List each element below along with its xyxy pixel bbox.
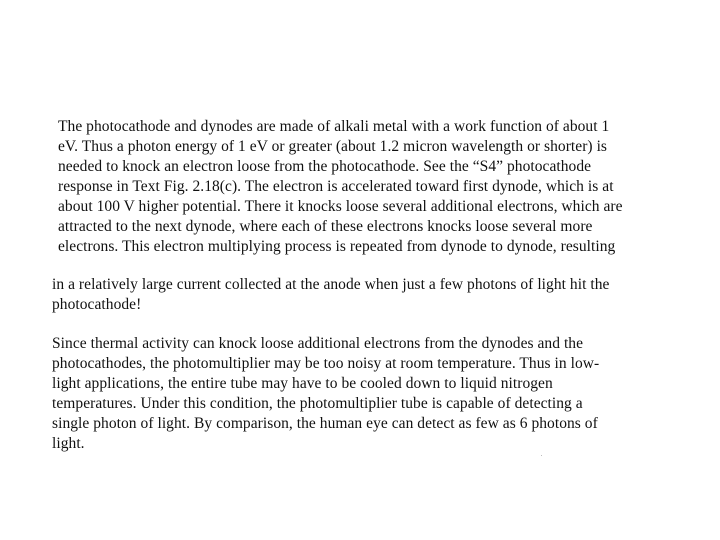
text-line: The photocathode and dynodes are made of alkali metal with a work function of about 1 [58, 118, 610, 135]
text-line: attracted to the next dynode, where each of these electrons knocks loose several more [58, 218, 593, 235]
text-line: Since thermal activity can knock loose additional electrons from the dynodes and the [52, 335, 584, 352]
text-line: light. [52, 435, 85, 452]
text-line: photocathode! [52, 296, 142, 313]
text-line: about 100 V higher potential. There it knocks loose several additional electrons, which are [58, 198, 623, 215]
text-line: light applications, the entire tube may have to be cooled down to liquid nitrogen [52, 375, 553, 392]
text-line: single photon of light. By comparison, the human eye can detect as few as 6 photons of [52, 415, 598, 432]
text-line: eV. Thus a photon energy of 1 eV or greater (about 1.2 micron wavelength or shorter) is [58, 138, 608, 155]
text-line: photocathodes, the photomultiplier may be too noisy at room temperature. Thus in low- [52, 355, 600, 372]
text-line: needed to knock an electron loose from the photocathode. See the “S4” photocathode [58, 158, 592, 175]
text-line: in a relatively large current collected at the anode when just a few photons of light hit the [52, 276, 610, 293]
scan-speck [541, 455, 542, 456]
text-line: response in Text Fig. 2.18(c). The electron is accelerated toward first dynode, which is at [58, 178, 614, 195]
text-line: electrons. This electron multiplying process is repeated from dynode to dynode, resulting [58, 238, 616, 255]
text-line: temperatures. Under this condition, the photomultiplier tube is capable of detecting a [52, 395, 583, 412]
